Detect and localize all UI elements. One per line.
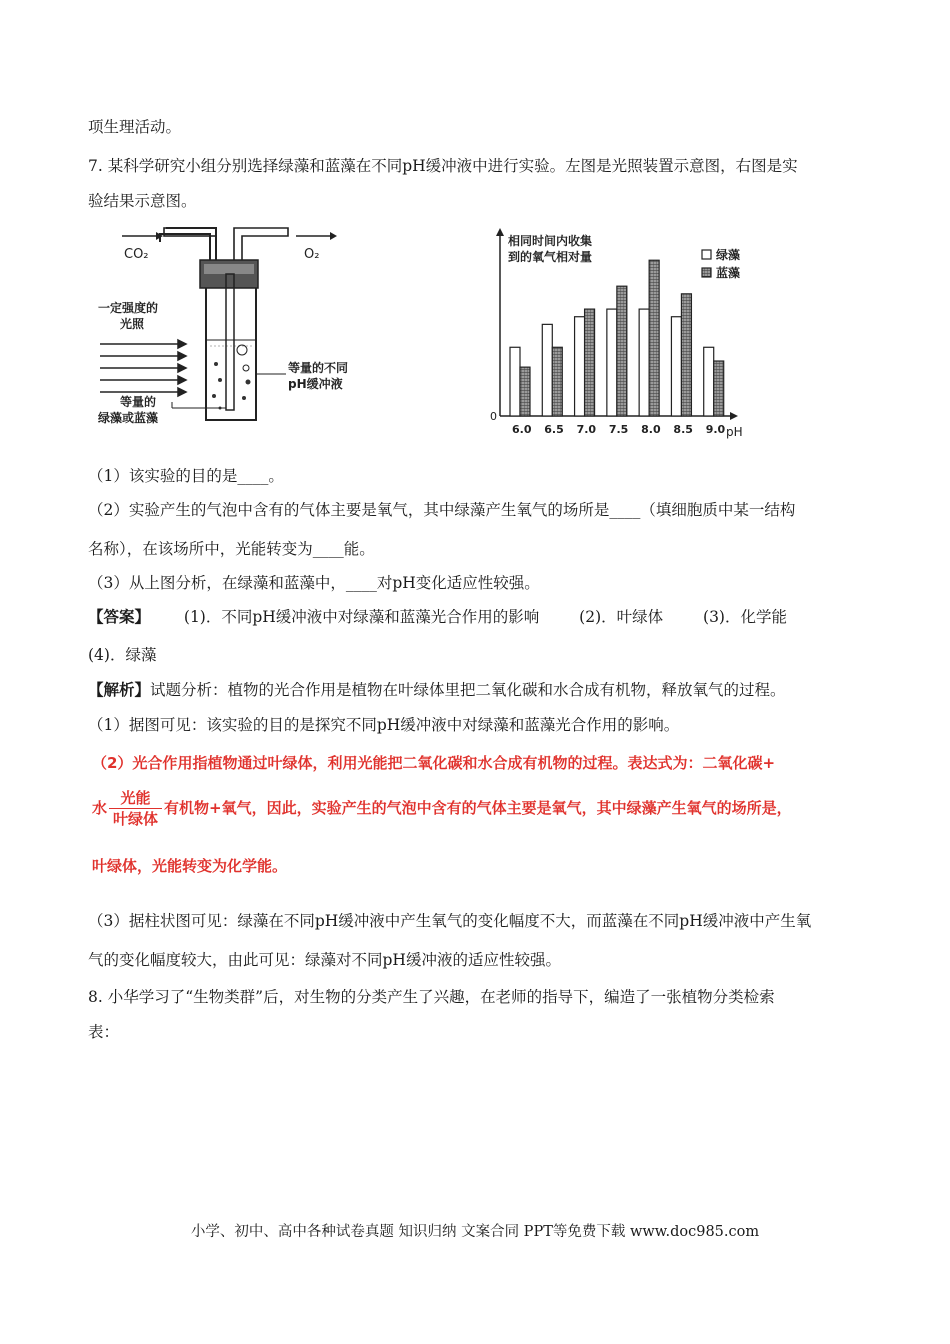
bar-blue-algae-6.5	[552, 347, 562, 416]
bar-green-algae-7.0	[575, 317, 585, 416]
bar-blue-algae-7.5	[617, 286, 627, 416]
bar-blue-algae-8.0	[649, 260, 659, 416]
bar-green-algae-7.5	[607, 309, 617, 416]
bar-blue-algae-8.5	[681, 294, 691, 416]
oxygen-bar-chart	[470, 228, 770, 443]
chart-legend	[702, 247, 740, 280]
bar-blue-algae-6.0	[520, 367, 530, 416]
question-7-stem-cont: 验结果示意图。	[88, 192, 197, 210]
bar-green-algae-6.0	[510, 347, 520, 416]
explanation-part-3: （3）据柱状图可见：绿藻在不同pH缓冲液中产生氧气的变化幅度不大，而蓝藻在不同pH缓冲液中产生氧	[88, 912, 812, 930]
inner-tube	[226, 274, 234, 410]
chart-ylabel-1: 相同时间内收集	[508, 234, 593, 248]
bar-green-algae-8.0	[639, 309, 649, 416]
legend-swatch-green	[702, 250, 711, 259]
algae-label-1: 等量的	[120, 395, 157, 409]
formula-chloroplast: 叶绿体	[113, 810, 159, 828]
question-8-stem-cont: 表：	[88, 1023, 120, 1041]
explanation-part-1: （1）据图可见：该实验的目的是探究不同pH缓冲液中对绿藻和蓝藻光合作用的影响。	[88, 716, 680, 734]
light-arrows	[100, 340, 186, 396]
legend-label-green: 绿藻	[716, 248, 741, 262]
question-7-part-2: （2）实验产生的气泡中含有的气体主要是氧气，其中绿藻产生氧气的场所是____（填细胞质中某一结构	[88, 501, 796, 519]
question-7-stem: 7. 某科学研究小组分别选择绿藻和蓝藻在不同pH缓冲液中进行实验。左图是光照装置示意图，右图是实	[88, 157, 798, 175]
chart-origin-label: 0	[490, 410, 497, 423]
co2-label: CO₂	[124, 247, 149, 262]
legend-label-blue: 蓝藻	[716, 266, 741, 280]
test-tube	[206, 288, 256, 420]
o2-label: O₂	[304, 247, 320, 262]
x-tick-label: 6.0	[512, 423, 532, 436]
question-7-part-2-cont: 名称），在该场所中，光能转变为____能。	[88, 540, 375, 558]
buffer-label-1: 等量的不同	[288, 361, 349, 375]
answer-4: (4)．绿藻	[88, 646, 157, 664]
bar-blue-algae-7.0	[585, 309, 595, 416]
explanation-part-2-red-1: （2）光合作用指植物通过叶绿体，利用光能把二氧化碳和水合成有机物的过程。表达式为：二氧化碳+	[92, 754, 776, 772]
formula-rest: 有机物+氧气，因此，实验产生的气泡中含有的气体主要是氧气，其中绿藻产生氧气的场所是，	[164, 799, 792, 817]
bar-green-algae-9.0	[704, 347, 714, 416]
bar-blue-algae-9.0	[714, 361, 724, 416]
x-tick-label: 7.5	[608, 423, 629, 436]
question-7-part-3: （3）从上图分析，在绿藻和蓝藻中，____对pH变化适应性较强。	[88, 574, 540, 592]
answer-tag: 【答案】	[88, 607, 151, 626]
question-7-part-1: （1）该实验的目的是____。	[88, 467, 284, 485]
footer: 小学、初中、高中各种试卷真题 知识归纳 文案合同 PPT等免费下载 www.doc985.com	[190, 1224, 760, 1240]
buffer-label-2: pH缓冲液	[288, 377, 343, 391]
formula-water: 水	[92, 799, 108, 817]
legend-swatch-blue	[702, 268, 711, 277]
explanation-tag: 【解析】	[88, 680, 151, 699]
x-tick-label: 9.0	[705, 423, 726, 436]
x-tick-label: 8.5	[673, 423, 693, 436]
x-tick-label: 7.0	[576, 423, 597, 436]
formula-light: 光能	[109, 788, 162, 809]
bar-green-algae-6.5	[542, 324, 552, 416]
explanation-line	[88, 679, 786, 701]
answer-line	[88, 606, 787, 628]
x-tick-label: 6.5	[544, 423, 564, 436]
light-label-2: 光照	[120, 317, 145, 331]
light-label-1: 一定强度的	[98, 301, 159, 315]
formula-fraction	[109, 788, 162, 829]
answer-1: (1)．不同pH缓冲液中对绿藻和蓝藻光合作用的影响	[183, 608, 540, 626]
apparatus-diagram	[92, 222, 392, 437]
algae-label-2: 绿藻或蓝藻	[98, 411, 159, 425]
bar-green-algae-8.5	[671, 317, 681, 416]
text-line: 项生理活动。	[88, 118, 182, 136]
x-tick-label: 8.0	[641, 423, 661, 436]
explanation-part-2-red-2	[92, 786, 792, 830]
explanation-part-2-red-3: 叶绿体，光能转变为化学能。	[92, 857, 288, 875]
chart-xlabel: pH	[726, 425, 743, 439]
answer-3: (3)．化学能	[703, 608, 787, 626]
answer-2: (2)．叶绿体	[579, 608, 664, 626]
chart-ylabel-2: 到的氧气相对量	[508, 250, 593, 264]
explanation-intro: 试题分析：植物的光合作用是植物在叶绿体里把二氧化碳和水合成有机物，释放氧气的过程。	[150, 681, 786, 699]
explanation-part-3-cont: 气的变化幅度较大，由此可见：绿藻对不同pH缓冲液的适应性较强。	[88, 951, 561, 969]
question-8-stem: 8. 小华学习了“生物类群”后，对生物的分类产生了兴趣，在老师的指导下，编造了一张植物分类检索	[88, 988, 775, 1006]
